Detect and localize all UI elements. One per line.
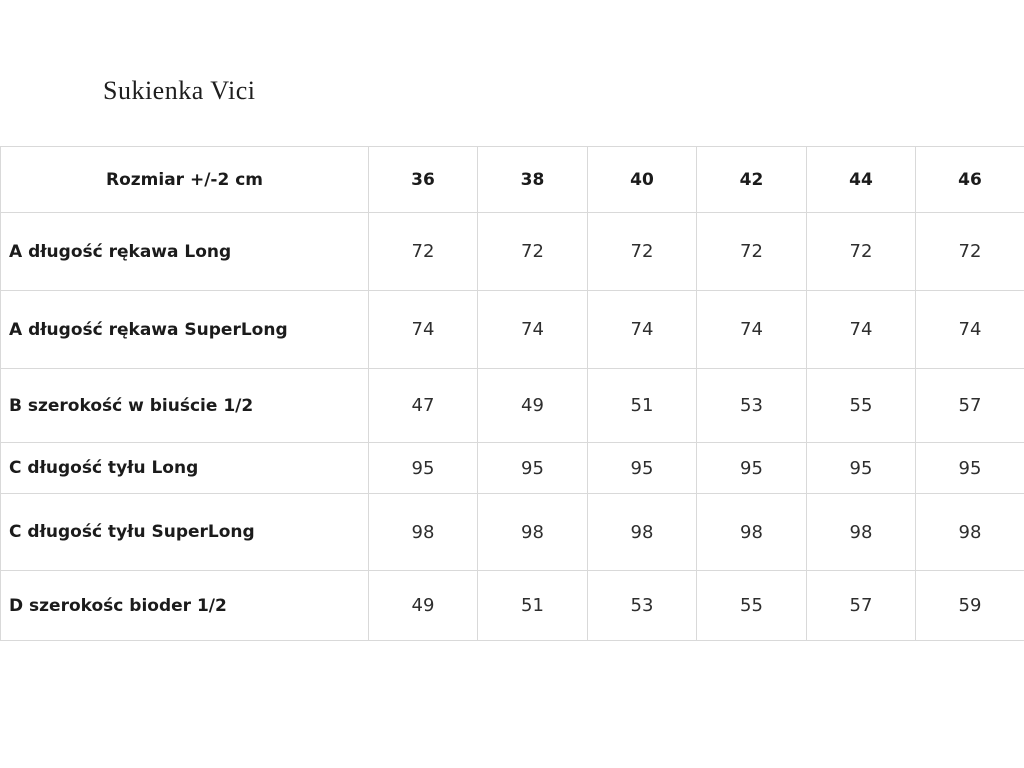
table-row bbox=[1, 494, 1024, 571]
measurement-value: 74 bbox=[369, 291, 478, 369]
measurement-value: 72 bbox=[697, 213, 807, 291]
measurement-value: 98 bbox=[916, 494, 1024, 571]
table-row bbox=[1, 291, 1024, 369]
measurement-value: 53 bbox=[697, 369, 807, 443]
measurement-value: 51 bbox=[478, 571, 588, 641]
measurement-value: 55 bbox=[697, 571, 807, 641]
measurement-value: 74 bbox=[697, 291, 807, 369]
measurement-value: 95 bbox=[916, 443, 1024, 494]
measurement-value: 57 bbox=[916, 369, 1024, 443]
size-column-44: 44 bbox=[807, 147, 916, 213]
measurement-value: 95 bbox=[369, 443, 478, 494]
measurement-value: 49 bbox=[369, 571, 478, 641]
table-row bbox=[1, 443, 1024, 494]
measurement-value: 55 bbox=[807, 369, 916, 443]
measurement-value: 72 bbox=[478, 213, 588, 291]
row-label: A długość rękawa Long bbox=[1, 213, 369, 291]
measurement-value: 74 bbox=[478, 291, 588, 369]
table-row bbox=[1, 369, 1024, 443]
row-label: A długość rękawa SuperLong bbox=[1, 291, 369, 369]
measurement-value: 74 bbox=[807, 291, 916, 369]
size-column-46: 46 bbox=[916, 147, 1024, 213]
measurement-value: 51 bbox=[588, 369, 697, 443]
table-row bbox=[1, 213, 1024, 291]
size-header-label: Rozmiar +/-2 cm bbox=[1, 147, 369, 213]
measurement-value: 47 bbox=[369, 369, 478, 443]
size-column-38: 38 bbox=[478, 147, 588, 213]
measurement-value: 72 bbox=[916, 213, 1024, 291]
table-row bbox=[1, 571, 1024, 641]
size-column-36: 36 bbox=[369, 147, 478, 213]
size-chart-table bbox=[0, 146, 1024, 641]
measurement-value: 98 bbox=[478, 494, 588, 571]
size-column-42: 42 bbox=[697, 147, 807, 213]
measurement-value: 72 bbox=[369, 213, 478, 291]
measurement-value: 59 bbox=[916, 571, 1024, 641]
measurement-value: 95 bbox=[588, 443, 697, 494]
row-label: D szerokośc bioder 1/2 bbox=[1, 571, 369, 641]
measurement-value: 95 bbox=[697, 443, 807, 494]
size-column-40: 40 bbox=[588, 147, 697, 213]
measurement-value: 98 bbox=[369, 494, 478, 571]
measurement-value: 57 bbox=[807, 571, 916, 641]
measurement-value: 74 bbox=[916, 291, 1024, 369]
measurement-value: 74 bbox=[588, 291, 697, 369]
row-label: B szerokość w biuście 1/2 bbox=[1, 369, 369, 443]
row-label: C długość tyłu SuperLong bbox=[1, 494, 369, 571]
table-header-row bbox=[1, 147, 1024, 213]
measurement-value: 49 bbox=[478, 369, 588, 443]
measurement-value: 98 bbox=[588, 494, 697, 571]
row-label: C długość tyłu Long bbox=[1, 443, 369, 494]
measurement-value: 72 bbox=[807, 213, 916, 291]
measurement-value: 95 bbox=[478, 443, 588, 494]
measurement-value: 72 bbox=[588, 213, 697, 291]
measurement-value: 98 bbox=[807, 494, 916, 571]
measurement-value: 95 bbox=[807, 443, 916, 494]
page-title: Sukienka Vici bbox=[103, 76, 256, 105]
measurement-value: 98 bbox=[697, 494, 807, 571]
measurement-value: 53 bbox=[588, 571, 697, 641]
